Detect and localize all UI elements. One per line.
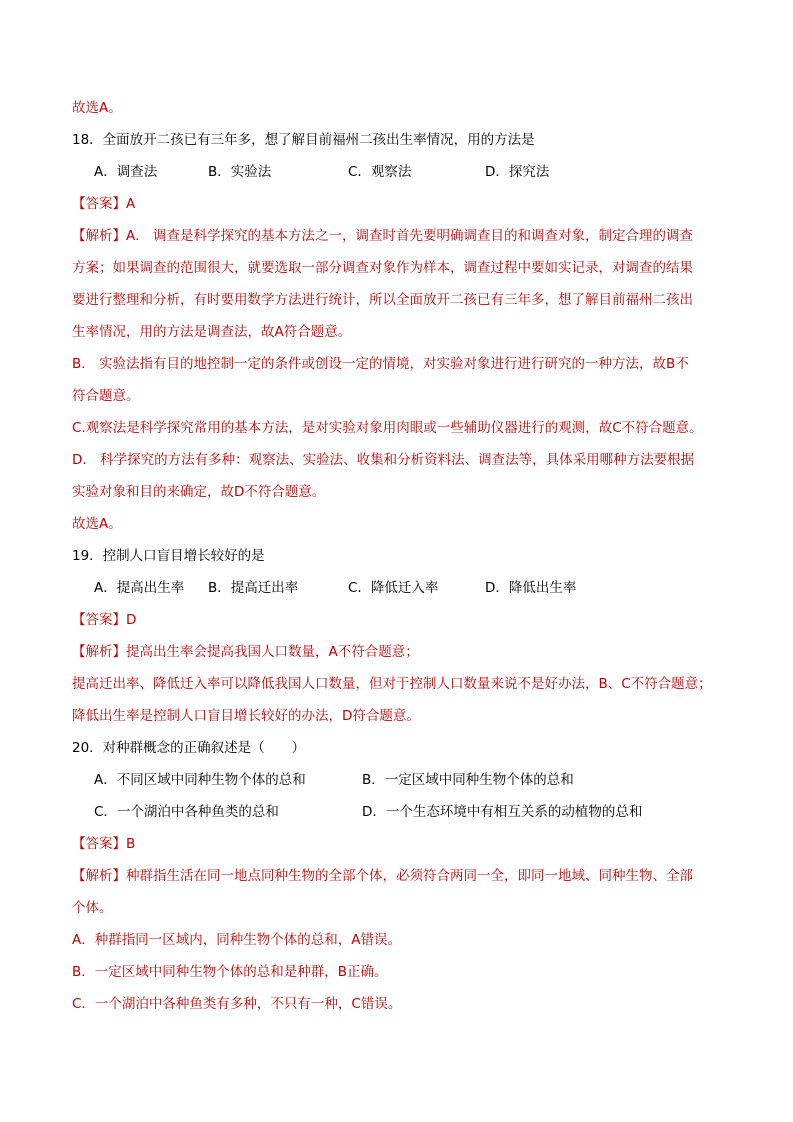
answer-tag: 【答案】 <box>72 612 126 628</box>
q20-option-a: A．不同区域中同种生物个体的总和 <box>94 772 306 788</box>
q19-option-a: A．提高出生率 <box>94 580 185 596</box>
answer-value: D <box>126 612 137 628</box>
q19-analysis-line-1 <box>72 636 732 668</box>
q18-conclusion: 故选A。 <box>72 516 122 532</box>
q18-stem: 18．全面放开二孩已有三年多，想了解目前福州二孩出生率情况，用的方法是 <box>72 132 535 148</box>
q18-analysis-line-6: 符合题意。 <box>72 388 140 404</box>
analysis-tag: 【解析】 <box>72 228 126 244</box>
q18-options <box>72 156 732 188</box>
analysis-text: A． 调查是科学探究的基本方法之一，调查时首先要明确调查目的和调查对象，制定合理的调查 <box>126 228 694 244</box>
document-page <box>72 92 732 1020</box>
q20-analysis-line-5: C．一个湖泊中各种鱼类有多种，不只有一种，C错误。 <box>72 996 402 1012</box>
answer-tag: 【答案】 <box>72 836 126 852</box>
q20-analysis-line-2: 个体。 <box>72 900 113 916</box>
q18-option-d: D．探究法 <box>485 164 550 180</box>
q18-analysis-line-4: 生率情况，用的方法是调查法，故A符合题意。 <box>72 324 352 340</box>
q20-analysis-line-1 <box>72 860 732 892</box>
q18-analysis-line-2: 方案；如果调查的范围很大，就要选取一部分调查对象作为样本，调查过程中要如实记录，对调查的结果 <box>72 260 693 276</box>
q20-option-c: C．一个湖泊中各种鱼类的总和 <box>94 804 279 820</box>
q20-option-b: B．一定区域中同种生物个体的总和 <box>362 772 574 788</box>
q18-analysis-line-1 <box>72 220 732 252</box>
q19-stem: 19．控制人口盲目增长较好的是 <box>72 548 265 564</box>
q19-analysis-line-2: 提高迁出率、降低迁入率可以降低我国人口数量，但对于控制人口数量来说不是好办法，B、C不符合题意； <box>72 676 712 692</box>
q20-analysis-line-3: A．种群指同一区域内，同种生物个体的总和，A错误。 <box>72 932 401 948</box>
q20-stem: 20．对种群概念的正确叙述是（ ） <box>72 740 306 756</box>
q19-option-d: D．降低出生率 <box>485 580 577 596</box>
q20-options-row-2 <box>72 796 732 828</box>
q20-answer <box>72 828 732 860</box>
analysis-text: 提高出生率会提高我国人口数量，A不符合题意； <box>126 644 419 660</box>
q18-analysis-line-5: B． 实验法指有目的地控制一定的条件或创设一定的情境，对实验对象进行进行研究的一种方法，故B不 <box>72 356 689 372</box>
q18-analysis-line-9: 实验对象和目的来确定，故D不符合题意。 <box>72 484 326 500</box>
q18-analysis-line-8: D． 科学探究的方法有多种：观察法、实验法、收集和分析资料法、调查法等，具体采用哪种方法要根据 <box>72 452 695 468</box>
q19-options <box>72 572 732 604</box>
analysis-tag: 【解析】 <box>72 644 126 660</box>
q18-option-a: A．调查法 <box>94 164 158 180</box>
analysis-text: 种群指生活在同一地点同种生物的全部个体，必须符合两同一全，即同一地域、同种生物、全部 <box>126 868 693 884</box>
q18-answer <box>72 188 732 220</box>
q19-analysis-line-3: 降低出生率是控制人口盲目增长较好的办法，D符合题意。 <box>72 708 420 724</box>
q20-options-row-1 <box>72 764 732 796</box>
analysis-tag: 【解析】 <box>72 868 126 884</box>
q18-option-c: C．观察法 <box>348 164 412 180</box>
q17-conclusion: 故选A。 <box>72 100 122 116</box>
q18-analysis-line-7: C.观察法是科学探究常用的基本方法，是对实验对象用肉眼或一些辅助仪器进行的观测，故C不符合题意。 <box>72 420 703 436</box>
answer-value: A <box>126 196 136 212</box>
answer-value: B <box>126 836 136 852</box>
q20-option-d: D．一个生态环境中有相互关系的动植物的总和 <box>362 804 643 820</box>
answer-tag: 【答案】 <box>72 196 126 212</box>
q19-answer <box>72 604 732 636</box>
q19-option-b: B．提高迁出率 <box>208 580 299 596</box>
q19-option-c: C．降低迁入率 <box>348 580 439 596</box>
q18-analysis-line-3: 要进行整理和分析，有时要用数学方法进行统计，所以全面放开二孩已有三年多，想了解目前福州二孩出 <box>72 292 693 308</box>
q18-option-b: B．实验法 <box>208 164 272 180</box>
q20-analysis-line-4: B．一定区域中同种生物个体的总和是种群，B正确。 <box>72 964 388 980</box>
